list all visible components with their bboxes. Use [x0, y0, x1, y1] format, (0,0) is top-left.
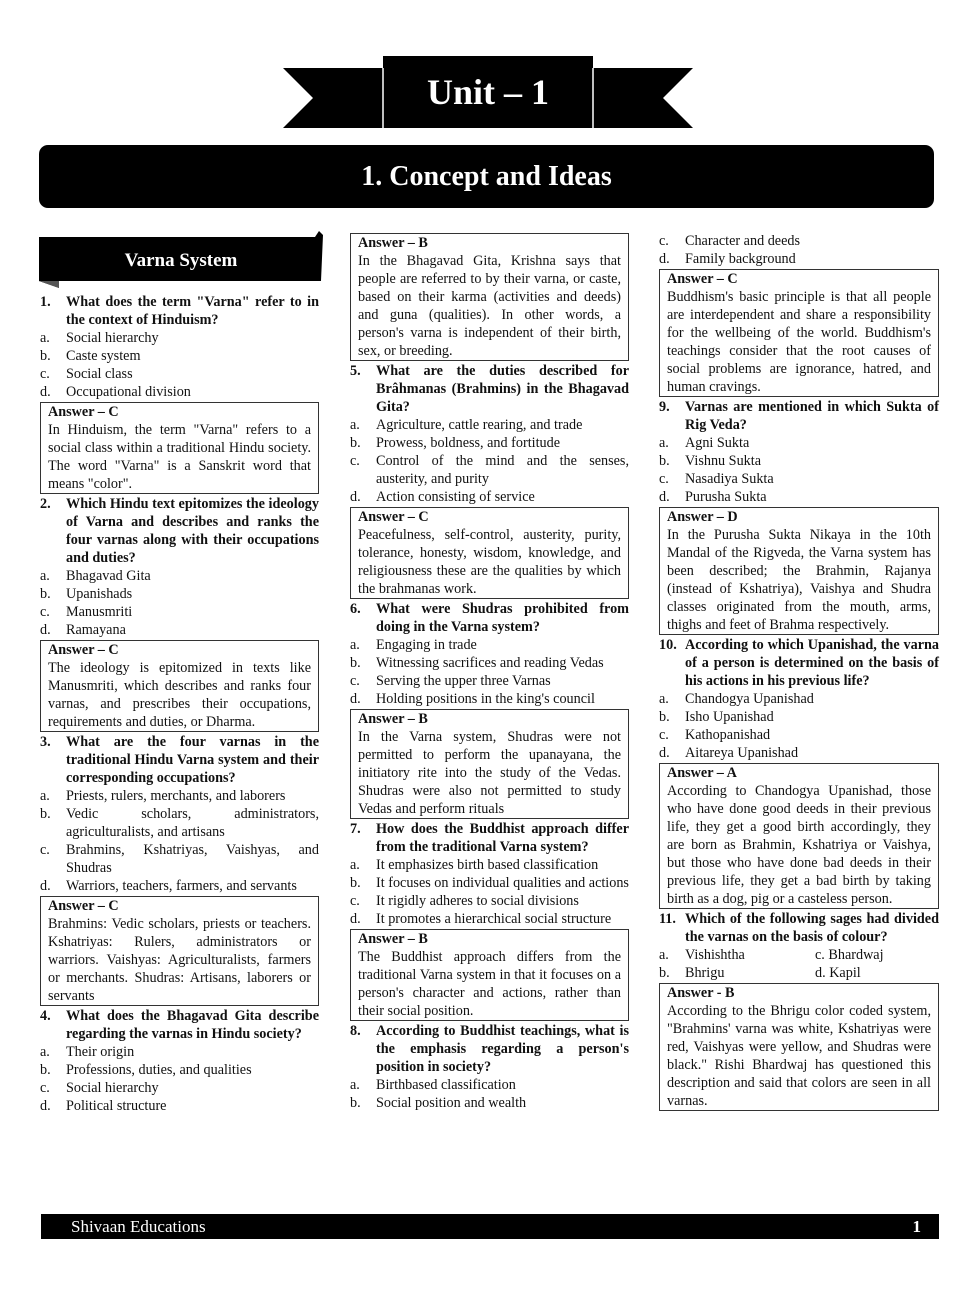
answer-box-5: Answer – C Peacefulness, self-control, austerity, purity, tolerance, honesty, wisdom, knowledge, and religiousness these are the qualities by which the brahmanas work. — [350, 507, 629, 599]
option-b: b. Vedic scholars, administrators, agriculturalists, and artisans — [40, 806, 319, 840]
option-d: d. Occupational division — [40, 384, 191, 400]
option-d: d. Warriors, teachers, farmers, and servants — [40, 878, 297, 894]
option-d: d. Political structure — [40, 1098, 167, 1114]
question-11: 11. Which of the following sages had divided the varnas on the basis of colour? — [659, 911, 939, 945]
answer-box-9: Answer – D In the Purusha Sukta Nikaya in the 10th Mandal of the Rigveda, the Varna system has been described; the Brahmin, Rajanya (instead of Kshatriya), Vaishya and Shudra classes originated from the mouth, arms, thighs and feet of Brahma respectively. — [659, 507, 939, 635]
option-d: d. Purusha Sukta — [659, 489, 767, 505]
option-c: c. Social class — [40, 366, 133, 382]
answer-box-8: Answer – C Buddhism's basic principle is that all people are interdependent and share a responsibility for the wellbeing of the world. Buddhism's teachings consider that the root causes of social problems are ignorance, hatred, and human cravings. — [659, 269, 939, 397]
answer-box-7: Answer – B The Buddhist approach differs from the traditional Varna system in that it focuses on a person's character and actions, rather than their social position. — [350, 929, 629, 1021]
column-3 — [659, 232, 939, 1112]
section-tab — [39, 231, 323, 288]
option-b: b. It focuses on individual qualities and actions — [350, 875, 629, 891]
option-c: c. Manusmriti — [40, 604, 133, 620]
option-b: b. Upanishads — [40, 586, 133, 602]
answer-box-2: Answer – C The ideology is epitomized in texts like Manusmriti, which describes and ranks four varnas, and prescribes their occupations, requirements and duties, or Dharma. — [40, 640, 319, 732]
option-d: d. Action consisting of service — [350, 489, 535, 505]
option-a: a. Bhagavad Gita — [40, 568, 151, 584]
question-6: 6. What were Shudras prohibited from doing in the Varna system? — [350, 601, 629, 635]
option-a: a. Priests, rulers, merchants, and laborers — [40, 788, 286, 804]
options-row-ac: a. Vishishtha c. Bhardwaj — [659, 947, 884, 963]
question-1: 1. What does the term "Varna" refer to in the context of Hinduism? — [40, 294, 319, 328]
option-c: c. Brahmins, Kshatriyas, Vaishyas, and Shudras — [40, 842, 319, 876]
option-a: a. Birthbased classification — [350, 1077, 516, 1093]
question-5: 5. What are the duties described for Brâhmanas (Brahmins) in the Bhagavad Gita? — [350, 363, 629, 415]
option-d: d. Holding positions in the king's council — [350, 691, 595, 707]
option-c: c. Nasadiya Sukta — [659, 471, 774, 487]
option-a: a. It emphasizes birth based classification — [350, 857, 599, 873]
page-footer — [41, 1214, 939, 1239]
option-b: b. Witnessing sacrifices and reading Vedas — [350, 655, 604, 671]
option-b: b. Vishnu Sukta — [659, 453, 762, 469]
question-7: 7. How does the Buddhist approach differ from the traditional Varna system? — [350, 821, 629, 855]
unit-title: Unit – 1 — [426, 72, 549, 112]
answer-box-11: Answer - B According to the Bhrigu color coded system, "Brahmins' varna was white, Kshatriyas were red, Vaishyas were yellow, and Shudras were black." Rishi Bhardwaj has questioned this description and said that colors are seen in all varnas. — [659, 983, 939, 1111]
option-d: d. Ramayana — [40, 622, 126, 638]
question-8: 8. According to Buddhist teachings, what is the emphasis regarding a person's position in society? — [350, 1023, 629, 1075]
question-10: 10. According to which Upanishad, the varna of a person is determined on the basis of his actions in his previous life? — [659, 637, 939, 689]
option-c: c. Character and deeds — [659, 233, 801, 249]
option-b: b. Isho Upanishad — [659, 709, 774, 725]
answer-box-4: Answer – B In the Bhagavad Gita, Krishna says that people are referred to by their varna, or caste, based on their karma (activities and deeds) and guna (qualities). In other words, a person's varna is independent of their birth, sex, or breeding. — [350, 233, 629, 361]
option-b: b. Caste system — [40, 348, 141, 364]
section-title: Varna System — [124, 250, 238, 271]
option-c: c. Social hierarchy — [40, 1080, 159, 1096]
question-4: 4. What does the Bhagavad Gita describe regarding the varnas in Hindu society? — [40, 1008, 319, 1042]
option-a: a. Social hierarchy — [40, 330, 159, 346]
option-d: d. Aitareya Upanishad — [659, 745, 799, 761]
column-2 — [350, 232, 629, 1112]
answer-box-10: Answer – A According to Chandogya Upanishad, those who have done good deeds in their previous life, they get a good birth accordingly, they are born as Brahmin, Kshatriya or Vaishya, but those who have done bad deeds in their previous life, they get a bad birth by taking birth as a dog, pig or a casteless person. — [659, 763, 939, 909]
option-b: b. Prowess, boldness, and fortitude — [350, 435, 561, 451]
question-3: 3. What are the four varnas in the traditional Hindu Varna system and their corresponding occupations? — [40, 734, 319, 786]
option-c: c. Kathopanishad — [659, 727, 771, 743]
chapter-title: 1. Concept and Ideas — [39, 145, 934, 208]
option-a: a. Agriculture, cattle rearing, and trade — [350, 417, 583, 433]
option-c: c. Control of the mind and the senses, austerity, and purity — [350, 453, 629, 487]
option-c: c. Serving the upper three Varnas — [350, 673, 551, 689]
unit-banner — [283, 56, 693, 128]
option-a: a. Agni Sukta — [659, 435, 750, 451]
question-2: 2. Which Hindu text epitomizes the ideology of Varna and describes and ranks the four varnas along with their occupations and duties? — [40, 496, 319, 566]
option-b: b. Professions, duties, and qualities — [40, 1062, 252, 1078]
footer-brand: Shivaan Educations — [71, 1217, 206, 1236]
option-d: d. Family background — [659, 251, 796, 267]
option-a: a. Chandogya Upanishad — [659, 691, 814, 707]
options-row-bd: b. Bhrigu d. Kapil — [659, 965, 861, 981]
column-1 — [40, 293, 319, 1115]
option-d: d. It promotes a hierarchical social structure — [350, 911, 612, 927]
option-b: b. Social position and wealth — [350, 1095, 527, 1111]
page-number: 1 — [912, 1217, 921, 1236]
option-a: a. Their origin — [40, 1044, 135, 1060]
answer-box-1: Answer – C In Hinduism, the term "Varna" refers to a social class within a traditional Hindu society. The word "Varna" is a Sanskrit word that means "color". — [40, 402, 319, 494]
answer-box-6: Answer – B In the Varna system, Shudras were not permitted to perform the upanayana, the initiatory rite into the study of the Vedas. Shudras were also not permitted to study Vedas and perform rituals — [350, 709, 629, 819]
question-9: 9. Varnas are mentioned in which Sukta of Rig Veda? — [659, 399, 939, 433]
option-c: c. It rigidly adheres to social divisions — [350, 893, 579, 909]
answer-box-3: Answer – C Brahmins: Vedic scholars, priests or teachers. Kshatriyas: Rulers, administrators or warriors. Vaishyas: Agriculturalists, farmers or merchants. Shudras: Artisans, laborers or servants — [40, 896, 319, 1006]
option-a: a. Engaging in trade — [350, 637, 477, 653]
